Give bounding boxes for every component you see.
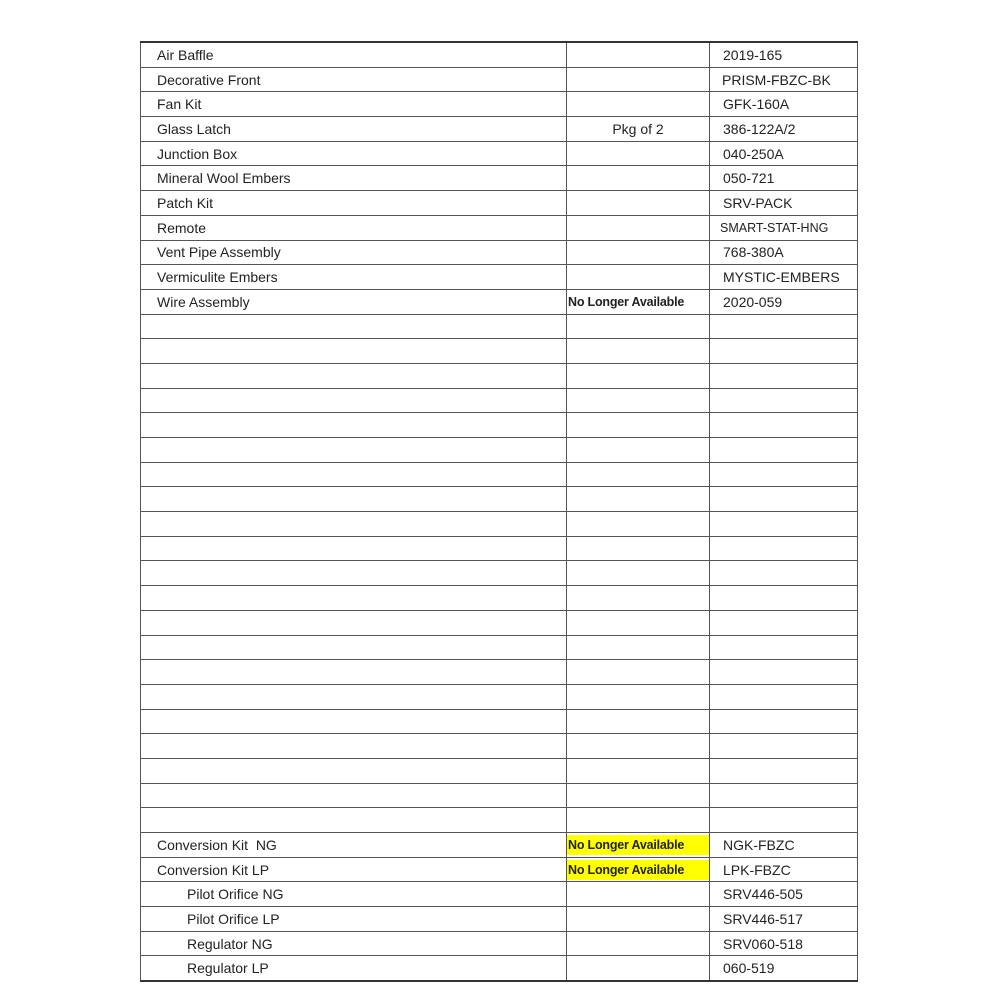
table-row (141, 92, 858, 117)
part-number: NGK-FBZC (710, 833, 858, 858)
empty-cell (710, 339, 858, 364)
table-row (141, 166, 858, 191)
empty-row (141, 610, 858, 635)
empty-cell (141, 512, 567, 537)
part-name: Junction Box (141, 141, 567, 166)
empty-cell (141, 339, 567, 364)
availability-note-highlighted: No Longer Available (567, 860, 709, 880)
empty-cell (567, 758, 710, 783)
empty-cell (710, 413, 858, 438)
empty-cell (567, 635, 710, 660)
empty-row (141, 635, 858, 660)
empty-cell (141, 363, 567, 388)
empty-cell (710, 536, 858, 561)
empty-row (141, 783, 858, 808)
empty-cell (567, 783, 710, 808)
part-note (567, 42, 710, 67)
part-note (567, 191, 710, 216)
empty-cell (567, 339, 710, 364)
empty-cell (567, 684, 710, 709)
empty-cell (567, 586, 710, 611)
empty-cell (567, 734, 710, 759)
empty-cell (710, 487, 858, 512)
table-row (141, 857, 858, 882)
part-name: Decorative Front (141, 67, 567, 92)
part-name: Mineral Wool Embers (141, 166, 567, 191)
part-note (567, 882, 710, 907)
table-row (141, 882, 858, 907)
empty-cell (710, 438, 858, 463)
empty-cell (567, 438, 710, 463)
part-name: Conversion Kit NG (141, 833, 567, 858)
empty-cell (710, 610, 858, 635)
part-note (567, 240, 710, 265)
empty-cell (567, 660, 710, 685)
table-row (141, 191, 858, 216)
part-name: Pilot Orifice NG (141, 882, 567, 907)
part-number: 060-519 (710, 956, 858, 981)
part-number: SRV-PACK (710, 191, 858, 216)
empty-cell (141, 413, 567, 438)
part-number (710, 215, 858, 240)
empty-cell (141, 783, 567, 808)
part-name: Pilot Orifice LP (141, 907, 567, 932)
empty-cell (710, 586, 858, 611)
empty-cell (567, 709, 710, 734)
empty-cell (710, 758, 858, 783)
empty-cell (567, 808, 710, 833)
empty-cell (567, 314, 710, 339)
part-number-text: PRISM-FBZC-BK (722, 71, 831, 88)
part-number: 050-721 (710, 166, 858, 191)
part-note (567, 289, 710, 314)
part-number: SRV446-505 (710, 882, 858, 907)
empty-cell (141, 808, 567, 833)
table-row (141, 67, 858, 92)
availability-note-highlighted: No Longer Available (567, 835, 709, 855)
part-note (567, 931, 710, 956)
table-row (141, 42, 858, 67)
table-row (141, 265, 858, 290)
empty-row (141, 536, 858, 561)
empty-cell (141, 709, 567, 734)
empty-cell (567, 487, 710, 512)
table-row (141, 289, 858, 314)
empty-cell (710, 660, 858, 685)
empty-cell (710, 734, 858, 759)
part-name: Regulator NG (141, 931, 567, 956)
part-note: Pkg of 2 (567, 117, 710, 142)
part-number: MYSTIC-EMBERS (710, 265, 858, 290)
empty-row (141, 684, 858, 709)
part-number: 2020-059 (710, 289, 858, 314)
empty-cell (141, 586, 567, 611)
empty-row (141, 561, 858, 586)
table-row (141, 956, 858, 981)
empty-row (141, 413, 858, 438)
empty-row (141, 363, 858, 388)
part-number: SRV060-518 (710, 931, 858, 956)
empty-cell (141, 660, 567, 685)
empty-row (141, 709, 858, 734)
part-note (567, 166, 710, 191)
part-note (567, 215, 710, 240)
empty-cell (567, 610, 710, 635)
empty-cell (141, 388, 567, 413)
empty-cell (710, 462, 858, 487)
part-name: Patch Kit (141, 191, 567, 216)
empty-row (141, 462, 858, 487)
cropped-header-text (138, 0, 278, 6)
empty-cell (141, 462, 567, 487)
empty-row (141, 734, 858, 759)
part-note (567, 833, 710, 858)
empty-cell (710, 561, 858, 586)
empty-cell (141, 610, 567, 635)
part-name: Glass Latch (141, 117, 567, 142)
empty-row (141, 314, 858, 339)
table-row (141, 833, 858, 858)
empty-cell (567, 561, 710, 586)
part-note (567, 265, 710, 290)
part-number: 2019-165 (710, 42, 858, 67)
empty-row (141, 512, 858, 537)
empty-row (141, 808, 858, 833)
empty-cell (567, 536, 710, 561)
empty-cell (567, 462, 710, 487)
empty-cell (141, 487, 567, 512)
empty-row (141, 388, 858, 413)
empty-row (141, 758, 858, 783)
empty-cell (710, 512, 858, 537)
part-note (567, 956, 710, 981)
empty-cell (710, 709, 858, 734)
empty-row (141, 339, 858, 364)
empty-cell (710, 635, 858, 660)
part-name: Air Baffle (141, 42, 567, 67)
empty-cell (710, 363, 858, 388)
empty-cell (567, 388, 710, 413)
empty-cell (710, 808, 858, 833)
empty-cell (141, 561, 567, 586)
part-number: GFK-160A (710, 92, 858, 117)
table-row (141, 117, 858, 142)
empty-cell (710, 783, 858, 808)
table-row (141, 141, 858, 166)
empty-cell (710, 388, 858, 413)
empty-cell (567, 363, 710, 388)
part-number: LPK-FBZC (710, 857, 858, 882)
part-number-text: SMART-STAT-HNG (720, 221, 829, 236)
empty-row (141, 586, 858, 611)
part-note (567, 907, 710, 932)
table-row (141, 240, 858, 265)
part-name: Remote (141, 215, 567, 240)
parts-table (140, 41, 858, 982)
part-name: Vent Pipe Assembly (141, 240, 567, 265)
empty-cell (141, 684, 567, 709)
part-number: 386-122A/2 (710, 117, 858, 142)
part-number: 768-380A (710, 240, 858, 265)
availability-note: No Longer Available (568, 294, 685, 309)
table-row (141, 907, 858, 932)
table-row (141, 215, 858, 240)
empty-cell (141, 758, 567, 783)
empty-cell (141, 438, 567, 463)
part-name: Conversion Kit LP (141, 857, 567, 882)
part-name: Fan Kit (141, 92, 567, 117)
empty-cell (141, 635, 567, 660)
empty-cell (710, 684, 858, 709)
part-note (567, 857, 710, 882)
part-note (567, 92, 710, 117)
empty-cell (567, 512, 710, 537)
empty-row (141, 660, 858, 685)
part-note (567, 67, 710, 92)
part-name: Regulator LP (141, 956, 567, 981)
part-note (567, 141, 710, 166)
table-row (141, 931, 858, 956)
part-name: Wire Assembly (141, 289, 567, 314)
empty-cell (710, 314, 858, 339)
empty-cell (141, 734, 567, 759)
part-name: Vermiculite Embers (141, 265, 567, 290)
part-number (710, 67, 858, 92)
empty-cell (141, 314, 567, 339)
empty-cell (567, 413, 710, 438)
part-number: SRV446-517 (710, 907, 858, 932)
empty-cell (141, 536, 567, 561)
empty-row (141, 487, 858, 512)
part-number: 040-250A (710, 141, 858, 166)
empty-row (141, 438, 858, 463)
